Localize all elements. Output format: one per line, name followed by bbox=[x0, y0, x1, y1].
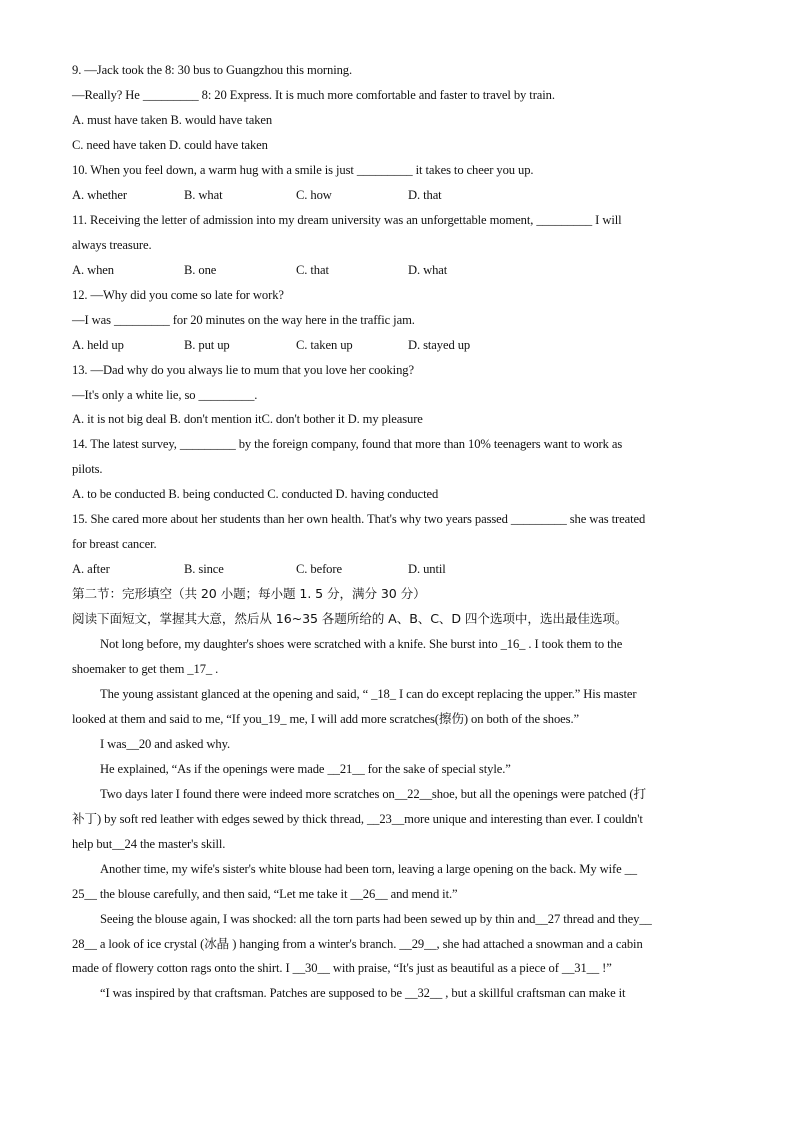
text-line: He explained, “As if the openings were made __21__ for the sake of special style.” bbox=[100, 762, 511, 776]
text-line: made of flowery cotton rags onto the shirt. I __30__ with praise, “It's just as beautiful as a piece of __31__ !” bbox=[72, 961, 612, 975]
answer-option: C. how bbox=[296, 188, 332, 202]
text-line: 9. —Jack took the 8: 30 bus to Guangzhou this morning. bbox=[72, 63, 353, 77]
text-line: Seeing the blouse again, I was shocked: all the torn parts had been sewed up by thin and__27 thread and they__ bbox=[100, 912, 652, 926]
text-line: I was__20 and asked why. bbox=[100, 737, 231, 751]
text-line: for breast cancer. bbox=[72, 537, 157, 551]
answer-option: C. taken up bbox=[296, 338, 353, 352]
text-line: 12. —Why did you come so late for work? bbox=[72, 288, 284, 302]
answer-option: A. whether bbox=[72, 188, 127, 202]
text-line bbox=[72, 561, 732, 577]
text-line: 14. The latest survey, _________ by the foreign company, found that more than 10% teenagers want to work as bbox=[72, 437, 623, 451]
text-line: C. need have taken D. could have taken bbox=[72, 138, 268, 152]
text-line: looked at them and said to me, “If you_19_ me, I will add more scratches(擦伤) on both of the shoes.” bbox=[72, 712, 580, 726]
text-line: 阅读下面短文，掌握其大意，然后从 16~35 各题所给的 A、B、C、D 四个选项中，选出最佳选项。 bbox=[72, 611, 628, 626]
text-line: 11. Receiving the letter of admission into my dream university was an unforgettable moment, _________ I will bbox=[72, 213, 622, 227]
text-line: Another time, my wife's sister's white blouse had been torn, leaving a large opening on the back. My wife __ bbox=[100, 862, 638, 876]
answer-option: B. put up bbox=[184, 338, 230, 352]
text-line: —Really? He _________ 8: 20 Express. It is much more comfortable and faster to travel by train. bbox=[72, 88, 555, 102]
answer-option: A. held up bbox=[72, 338, 124, 352]
text-line: 13. —Dad why do you always lie to mum that you love her cooking? bbox=[72, 363, 414, 377]
text-line bbox=[72, 262, 732, 278]
answer-option: D. until bbox=[408, 562, 446, 576]
text-line: shoemaker to get them _17_ . bbox=[72, 662, 219, 676]
answer-option: D. what bbox=[408, 263, 448, 277]
text-line: 28__ a look of ice crystal (冰晶 ) hanging from a winter's branch. __29__, she had attached a snowman and a cabin bbox=[72, 937, 643, 951]
text-line: 15. She cared more about her students than her own health. That's why two years passed _________ she was treated bbox=[72, 512, 646, 526]
answer-option: B. since bbox=[184, 562, 224, 576]
answer-option: A. after bbox=[72, 562, 110, 576]
answer-option: C. before bbox=[296, 562, 342, 576]
text-line: Not long before, my daughter's shoes were scratched with a knife. She burst into _16_ . I took them to the bbox=[100, 637, 623, 651]
text-line: —It's only a white lie, so _________. bbox=[72, 388, 258, 402]
text-line: Two days later I found there were indeed more scratches on__22__shoe, but all the openings were patched (打 bbox=[100, 787, 646, 801]
text-line: 补丁) by soft red leather with edges sewed by thick thread, __23__more unique and interesting than ever. I couldn't bbox=[72, 812, 643, 826]
text-line: “I was inspired by that craftsman. Patches are supposed to be __32__ , but a skillful craftsman can make it bbox=[100, 986, 626, 1000]
text-line: 10. When you feel down, a warm hug with a smile is just _________ it takes to cheer you up. bbox=[72, 163, 534, 177]
answer-option: A. when bbox=[72, 263, 114, 277]
answer-option: D. that bbox=[408, 188, 442, 202]
text-line: 第二节：完形填空（共 20 小题；每小题 1. 5 分，满分 30 分） bbox=[72, 586, 426, 601]
answer-option: C. that bbox=[296, 263, 329, 277]
text-line: 25__ the blouse carefully, and then said, “Let me take it __26__ and mend it.” bbox=[72, 887, 458, 901]
text-line: A. must have taken B. would have taken bbox=[72, 113, 273, 127]
text-line: always treasure. bbox=[72, 238, 152, 252]
answer-option: D. stayed up bbox=[408, 338, 471, 352]
answer-option: B. one bbox=[184, 263, 217, 277]
text-line: help but__24 the master's skill. bbox=[72, 837, 226, 851]
text-line: A. to be conducted B. being conducted C. conducted D. having conducted bbox=[72, 487, 439, 501]
text-line: The young assistant glanced at the opening and said, “ _18_ I can do except replacing the upper.” His master bbox=[100, 687, 637, 701]
text-line: —I was _________ for 20 minutes on the way here in the traffic jam. bbox=[72, 313, 415, 327]
text-line: pilots. bbox=[72, 462, 103, 476]
text-line bbox=[72, 187, 732, 203]
text-line: A. it is not big deal B. don't mention itC. don't bother it D. my pleasure bbox=[72, 412, 423, 426]
answer-option: B. what bbox=[184, 188, 223, 202]
text-line bbox=[72, 337, 732, 353]
